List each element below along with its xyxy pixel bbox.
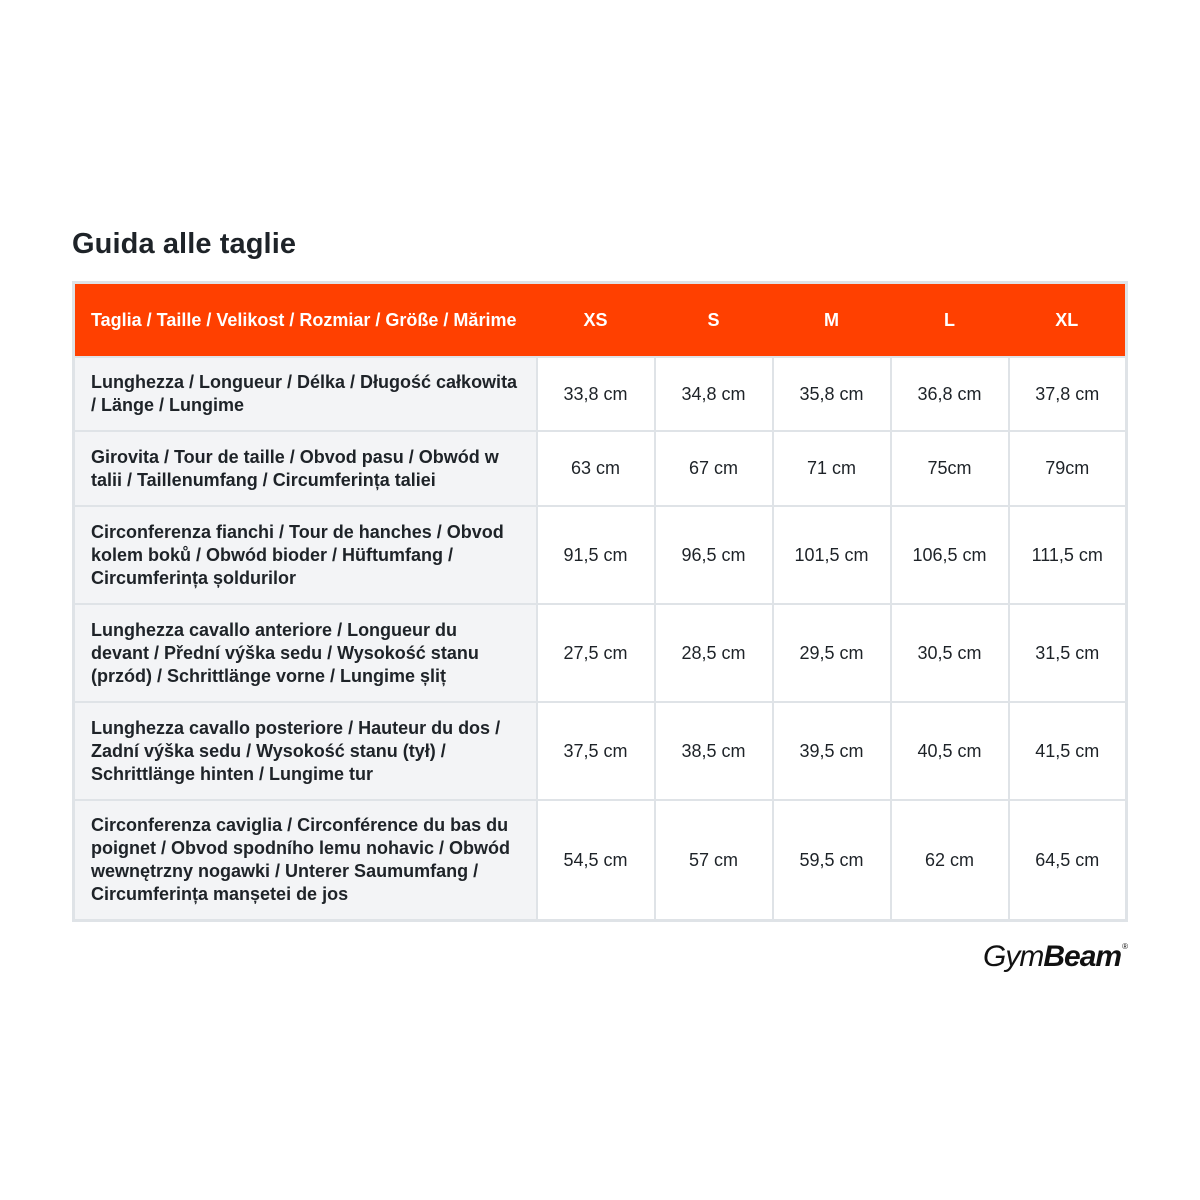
table-cell: 54,5 cm bbox=[537, 800, 655, 921]
table-cell: 29,5 cm bbox=[773, 604, 891, 702]
size-header-m: M bbox=[773, 283, 891, 358]
size-column-header: Taglia / Taille / Velikost / Rozmiar / Größe / Mărime bbox=[74, 283, 537, 358]
table-row bbox=[74, 506, 1127, 604]
logo-text-gym: Gym bbox=[983, 940, 1044, 973]
table-cell: 75cm bbox=[891, 431, 1009, 506]
logo-text-beam: Beam bbox=[1043, 940, 1122, 973]
size-header-s: S bbox=[655, 283, 773, 358]
table-cell: 40,5 cm bbox=[891, 702, 1009, 800]
registered-mark: ® bbox=[1122, 942, 1128, 951]
table-cell: 33,8 cm bbox=[537, 357, 655, 431]
size-header-l: L bbox=[891, 283, 1009, 358]
table-cell: 96,5 cm bbox=[655, 506, 773, 604]
table-row bbox=[74, 604, 1127, 702]
table-cell: 30,5 cm bbox=[891, 604, 1009, 702]
table-cell: 34,8 cm bbox=[655, 357, 773, 431]
table-cell: 63 cm bbox=[537, 431, 655, 506]
row-label-ankle: Circonferenza caviglia / Circonférence du bas du poignet / Obvod spodního lemu nohavic / Obwód wewnętrzny nogawki / Unterer Saumumfang / Circumferința manșetei de jos bbox=[74, 800, 537, 921]
table-cell: 101,5 cm bbox=[773, 506, 891, 604]
table-cell: 37,8 cm bbox=[1009, 357, 1127, 431]
table-cell: 39,5 cm bbox=[773, 702, 891, 800]
page-title: Guida alle taglie bbox=[72, 228, 297, 260]
table-cell: 64,5 cm bbox=[1009, 800, 1127, 921]
table-cell: 27,5 cm bbox=[537, 604, 655, 702]
row-label-waist: Girovita / Tour de taille / Obvod pasu / Obwód w talii / Taillenumfang / Circumferința taliei bbox=[74, 431, 537, 506]
row-label-hips: Circonferenza fianchi / Tour de hanches / Obvod kolem boků / Obwód bioder / Hüftumfang / Circumferința șoldurilor bbox=[74, 506, 537, 604]
table-cell: 79cm bbox=[1009, 431, 1127, 506]
table-cell: 41,5 cm bbox=[1009, 702, 1127, 800]
table-row bbox=[74, 357, 1127, 431]
size-header-xs: XS bbox=[537, 283, 655, 358]
table-cell: 106,5 cm bbox=[891, 506, 1009, 604]
table-cell: 38,5 cm bbox=[655, 702, 773, 800]
table-cell: 59,5 cm bbox=[773, 800, 891, 921]
table-cell: 67 cm bbox=[655, 431, 773, 506]
table-cell: 62 cm bbox=[891, 800, 1009, 921]
table-cell: 36,8 cm bbox=[891, 357, 1009, 431]
size-header-xl: XL bbox=[1009, 283, 1127, 358]
table-cell: 37,5 cm bbox=[537, 702, 655, 800]
row-label-length: Lunghezza / Longueur / Délka / Długość całkowita / Länge / Lungime bbox=[74, 357, 537, 431]
size-chart-table bbox=[72, 281, 1128, 922]
table-row bbox=[74, 431, 1127, 506]
table-cell: 111,5 cm bbox=[1009, 506, 1127, 604]
table-header-row bbox=[74, 283, 1127, 358]
table-cell: 35,8 cm bbox=[773, 357, 891, 431]
row-label-front-rise: Lunghezza cavallo anteriore / Longueur du devant / Přední výška sedu / Wysokość stanu (przód) / Schrittlänge vorne / Lungime șliț bbox=[74, 604, 537, 702]
table-row bbox=[74, 702, 1127, 800]
table-cell: 28,5 cm bbox=[655, 604, 773, 702]
table-row bbox=[74, 800, 1127, 921]
table-cell: 71 cm bbox=[773, 431, 891, 506]
table-cell: 91,5 cm bbox=[537, 506, 655, 604]
table-cell: 31,5 cm bbox=[1009, 604, 1127, 702]
row-label-back-rise: Lunghezza cavallo posteriore / Hauteur du dos / Zadní výška sedu / Wysokość stanu (tył) / Schrittlänge hinten / Lungime tur bbox=[74, 702, 537, 800]
table-cell: 57 cm bbox=[655, 800, 773, 921]
gymbeam-logo bbox=[983, 940, 1128, 974]
